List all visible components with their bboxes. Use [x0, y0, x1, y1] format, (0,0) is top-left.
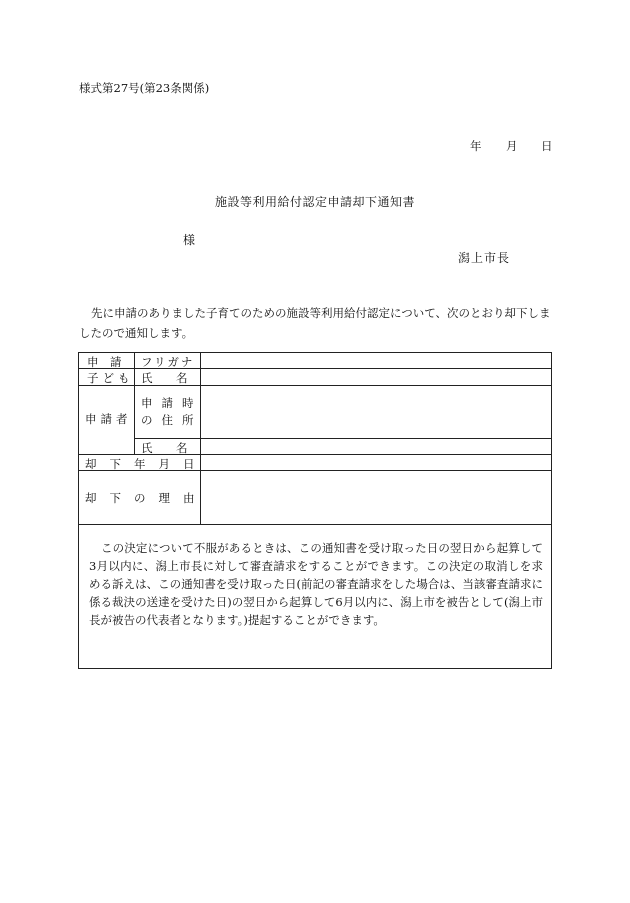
intro-paragraph: 先に申請のありました子育てのための施設等利用給付認定について、次のとおり却下しましたので通知します。 — [79, 306, 551, 340]
row-divider — [134, 438, 551, 439]
col-divider — [134, 353, 135, 454]
rejection-table — [78, 352, 552, 669]
appeal-notice: この決定について不服があるときは、この通知書を受け取った日の翌日から起算して3月以内に、潟上市長に対して審査請求をすることができます。この決定の取消しを求める訴えは、この通知書を受け取った日(前記の審査請求をした場合は、当該審査請求に係る裁決の送達を受けた日)の翌日から起算して6月以内に、潟上市を被告として(潟上市長が被告の代表者となります。)提起することができます。 — [89, 541, 543, 627]
applicant-label: 申請者 — [85, 412, 132, 426]
row-divider — [79, 524, 551, 525]
address-label-top: 申請時 — [141, 396, 203, 410]
date-month-label: 月 — [506, 139, 518, 153]
document-title: 施設等利用給付認定申請却下通知書 — [214, 195, 415, 209]
child-name-label: 氏 名 — [141, 371, 194, 385]
address-label-bottom: の住所 — [141, 413, 203, 427]
date-year-label: 年 — [470, 139, 482, 153]
issuer-name: 潟上市長 — [458, 251, 511, 265]
rejection-reason-label: 却下の理由 — [85, 491, 208, 505]
child-label-top: 申 請 — [87, 355, 122, 369]
date-day-label: 日 — [541, 139, 553, 153]
applicant-name-label: 氏 名 — [141, 441, 194, 455]
addressee-suffix: 様 — [183, 233, 196, 247]
furigana-label: フリガナ — [141, 355, 195, 369]
form-number: 様式第27号(第23条関係) — [79, 81, 210, 95]
rejection-date-label: 却下年月日 — [85, 457, 208, 471]
child-label-bottom: 子ども — [87, 371, 134, 385]
